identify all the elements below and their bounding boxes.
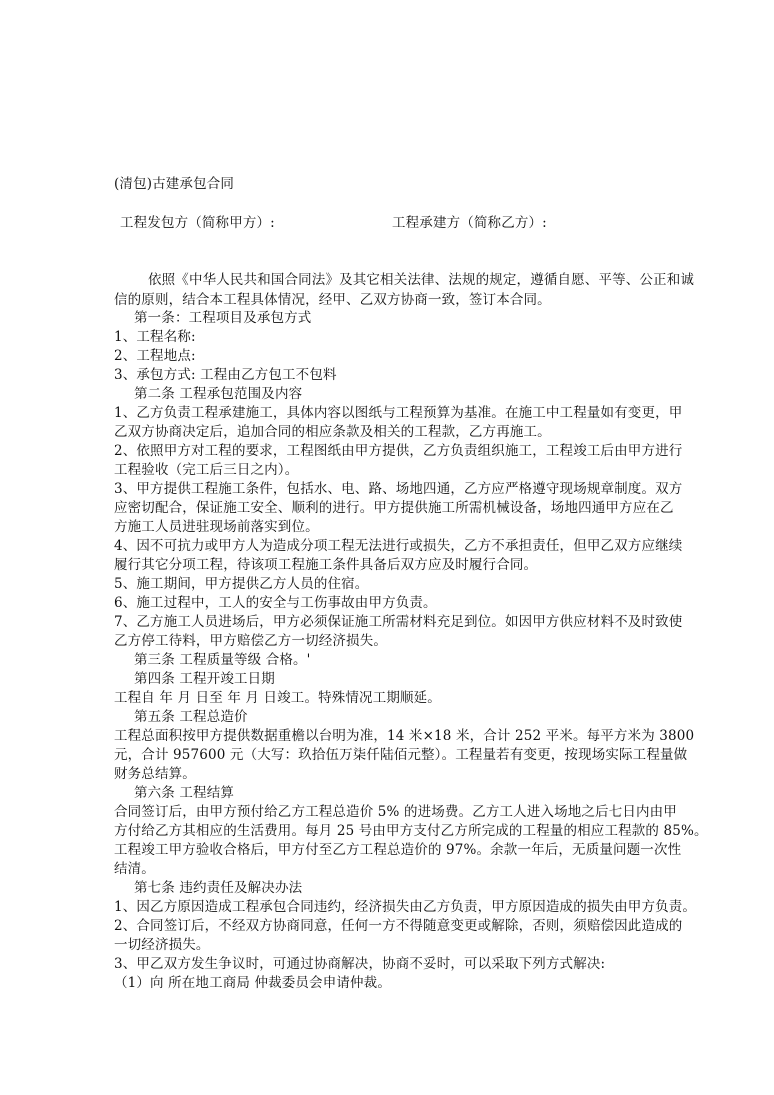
clause-line: 2、工程地点:	[114, 348, 196, 364]
document-title: (清包)古建承包合同	[114, 176, 235, 192]
clause-line: 工程自 年 月 日至 年 月 日竣工。特殊情况工期顺延。	[114, 690, 441, 706]
article-heading: 第七条 违约责任及解决办法	[134, 880, 303, 896]
article-heading: 第六条 工程结算	[134, 785, 234, 801]
clause-line: 结清。	[114, 861, 155, 877]
party-a-label: 工程发包方（简称甲方）:	[120, 215, 275, 231]
clause-line: 7、乙方施工人员进场后，甲方必须保证施工所需材料充足到位。如因甲方供应材料不及时致使	[114, 614, 683, 630]
clause-line: 6、施工过程中，工人的安全与工伤事故由甲方负责。	[114, 595, 437, 611]
clause-line: 工程总面积按甲方提供数据重檐以台明为准，14 米×18 米，合计 252 平米。每平方米为 3800	[114, 728, 695, 744]
clause-line: 3、甲乙双方发生争议时，可通过协商解决，协商不妥时，可以采取下列方式解决:	[114, 956, 606, 972]
clause-line: （1）向 所在地工商局 仲裁委员会申请仲裁。	[114, 975, 391, 991]
clause-line: 合同签订后，由甲方预付给乙方工程总造价 5% 的进场费。乙方工人进入场地之后七日内由甲	[114, 804, 677, 820]
clause-line: 方施工人员进驻现场前落实到位。	[114, 519, 319, 535]
clause-line: 工程竣工甲方验收合格后，甲方付至乙方工程总造价的 97%。余款一年后，无质量问题一次性	[114, 842, 682, 858]
article-heading: 第二条 工程承包范围及内容	[134, 386, 303, 402]
article-heading: 第四条 工程开竣工日期	[134, 671, 275, 687]
article-heading: 第三条 工程质量等级 合格。'	[134, 652, 311, 668]
preamble-line: 信的原则，结合本工程具体情况，经甲、乙双方协商一致，签订本合同。	[114, 292, 551, 308]
clause-line: 1、乙方负责工程承建施工，具体内容以图纸与工程预算为基准。在施工中工程量如有变更，甲	[114, 405, 683, 421]
clause-line: 工程验收（完工后三日之内）。	[114, 462, 299, 478]
clause-line: 履行其它分项工程，待该项工程施工条件具备后双方应及时履行合同。	[114, 557, 538, 573]
clause-line: 元，合计 957600 元（大写：玖拾伍万柒仟陆佰元整）。工程量若有变更，按现场实际工程量做	[114, 747, 688, 763]
article-heading: 第五条 工程总造价	[134, 709, 248, 725]
clause-line: 方付给乙方其相应的生活费用。每月 25 号由甲方支付乙方所完成的工程量的相应工程款的 85%。	[114, 823, 708, 839]
clause-line: 5、施工期间，甲方提供乙方人员的住宿。	[114, 576, 369, 592]
clause-line: 财务总结算。	[114, 766, 196, 782]
clause-line: 1、工程名称:	[114, 329, 196, 345]
clause-line: 乙双方协商决定后，追加合同的相应条款及相关的工程款，乙方再施工。	[114, 424, 551, 440]
party-b-label: 工程承建方（简称乙方）:	[392, 215, 547, 231]
clause-line: 乙方停工待料，甲方赔偿乙方一切经济损失。	[114, 633, 387, 649]
clause-line: 2、合同签订后，不经双方协商同意，任何一方不得随意变更或解除，否则，须赔偿因此造成的	[114, 918, 683, 934]
clause-line: 3、甲方提供工程施工条件，包括水、电、路、场地四通，乙方应严格遵守现场规章制度。双方	[114, 481, 683, 497]
clause-line: 3、承包方式: 工程由乙方包工不包料	[114, 367, 337, 383]
clause-line: 2、依照甲方对工程的要求，工程图纸由甲方提供，乙方负责组织施工，工程竣工后由甲方进行	[114, 443, 683, 459]
clause-line: 1、因乙方原因造成工程承包合同违约，经济损失由乙方负责，甲方原因造成的损失由甲方负责。	[114, 899, 697, 915]
article-heading: 第一条：工程项目及承包方式	[134, 310, 312, 326]
preamble-line: 依照《中华人民共和国合同法》及其它相关法律、法规的规定，遵循自愿、平等、公正和诚	[148, 272, 694, 288]
clause-line: 应密切配合，保证施工安全、顺利的进行。甲方提供施工所需机械设备，场地四通甲方应在乙	[114, 500, 674, 516]
clause-line: 一切经济损失。	[114, 937, 210, 953]
clause-line: 4、因不可抗力或甲方人为造成分项工程无法进行或损失，乙方不承担责任，但甲乙双方应继续	[114, 538, 683, 554]
